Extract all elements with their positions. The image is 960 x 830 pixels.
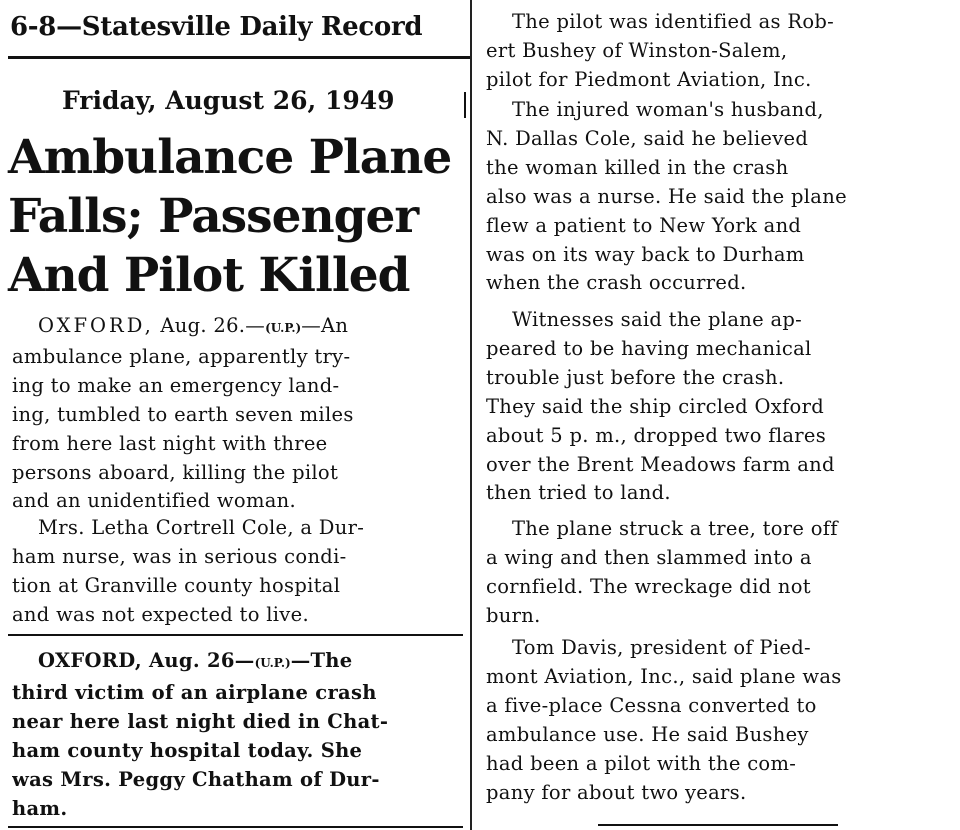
paragraph-line: ing, tumbled to earth seven miles [12,402,354,426]
paragraph-text: Witnesses said the plane ap- [512,308,803,331]
right-column [478,0,954,830]
paragraph-line: and was not expected to live. [12,602,309,626]
paragraph-line: persons aboard, killing the pilot [12,460,339,484]
paragraph-line: when the crash occurred. [486,271,747,295]
bulletin-paragraph [12,646,462,823]
paragraph-line: ham. [12,797,68,820]
paragraph-line: pany for about two years. [486,780,747,804]
paragraph-line: ambulance use. He said Bushey [486,722,809,746]
wire-service-credit: (U.P.) [254,656,291,670]
paragraph-line: a wing and then slammed into a [486,545,812,569]
article-paragraph [486,306,952,508]
paragraph-line: pilot for Piedmont Aviation, Inc. [486,67,812,91]
headline-line: Ambulance Plane [8,130,452,185]
paragraph-text: —An [301,314,349,337]
paragraph-line: the woman killed in the crash [486,155,789,179]
paragraph-text: The injured woman's husband, [512,98,824,121]
headline-line: Falls; Passenger [8,189,419,244]
masthead-rule [8,56,470,59]
bottom-rule [8,826,463,828]
paragraph-line: ham nurse, was in serious condi- [12,544,347,568]
paragraph-line [486,8,952,37]
masthead: 6-8—Statesville Daily Record [10,12,423,42]
paragraph-line: peared to be having mechanical [486,336,812,360]
headline [8,128,468,305]
paragraph-line: over the Brent Meadows farm and [486,452,835,476]
article-paragraph [12,514,467,630]
paragraph-line: flew a patient to New York and [486,213,802,237]
paragraph-line: tion at Granville county hospital [12,573,341,597]
paragraph-line: was on its way back to Durham [486,242,805,266]
dateline-place: OXFORD, [38,314,154,337]
paragraph-line: and an unidentified woman. [12,489,297,513]
paragraph-line: N. Dallas Cole, said he believed [486,126,809,150]
article-paragraph [486,8,952,95]
article-paragraph [12,312,467,516]
paragraph-text: —The [290,649,353,672]
dateline-date: Aug. 26.— [153,314,266,337]
paragraph-text: The plane struck a tree, tore off [512,517,838,540]
headline-line: And Pilot Killed [8,248,410,303]
paragraph-line: from here last night with three [12,431,328,455]
paragraph-line: burn. [486,603,541,627]
paragraph-line: a five-place Cessna converted to [486,693,817,717]
dateline-mark [464,92,466,118]
paragraph-line: about 5 p. m., dropped two flares [486,423,827,447]
end-rule [598,824,838,826]
paragraph-line [486,634,952,663]
article-paragraph [486,515,952,631]
paragraph-text: Mrs. Letha Cortrell Cole, a Dur- [38,516,365,539]
paragraph-line: had been a pilot with the com- [486,751,797,775]
paragraph-line: near here last night died in Chat- [12,710,389,733]
bulletin-dateline: OXFORD, Aug. 26— [38,649,255,672]
article-paragraph [486,634,952,807]
paragraph-line: They said the ship circled Oxford [486,394,824,418]
wire-service-credit: (U.P.) [265,321,302,335]
paragraph-text: Tom Davis, president of Pied- [512,636,811,659]
paragraph-line: ham county hospital today. She [12,739,363,762]
paragraph-line: ert Bushey of Winston-Salem, [486,38,788,62]
dateline: Friday, August 26, 1949 [62,86,395,115]
paragraph-line: ambulance plane, apparently try- [12,344,351,368]
paragraph-line: mont Aviation, Inc., said plane was [486,664,842,688]
paragraph-line: cornfield. The wreckage did not [486,574,811,598]
paragraph-line: then tried to land. [486,481,671,505]
paragraph-first-line [12,646,462,678]
paragraph-first-line [12,312,467,343]
paragraph-line [486,306,952,335]
paragraph-line [486,515,952,544]
paragraph-line: also was a nurse. He said the plane [486,184,847,208]
article-paragraph [486,96,952,298]
column-divider [470,0,472,830]
left-column [0,0,470,830]
paragraph-line: trouble just before the crash. [486,365,785,389]
bulletin-rule [8,634,463,636]
paragraph-text: The pilot was identified as Rob- [512,10,835,33]
paragraph-line: third victim of an airplane crash [12,681,377,704]
paragraph-line [12,514,467,543]
paragraph-line: ing to make an emergency land- [12,373,340,397]
paragraph-line [486,96,952,125]
paragraph-line: was Mrs. Peggy Chatham of Dur- [12,768,380,791]
